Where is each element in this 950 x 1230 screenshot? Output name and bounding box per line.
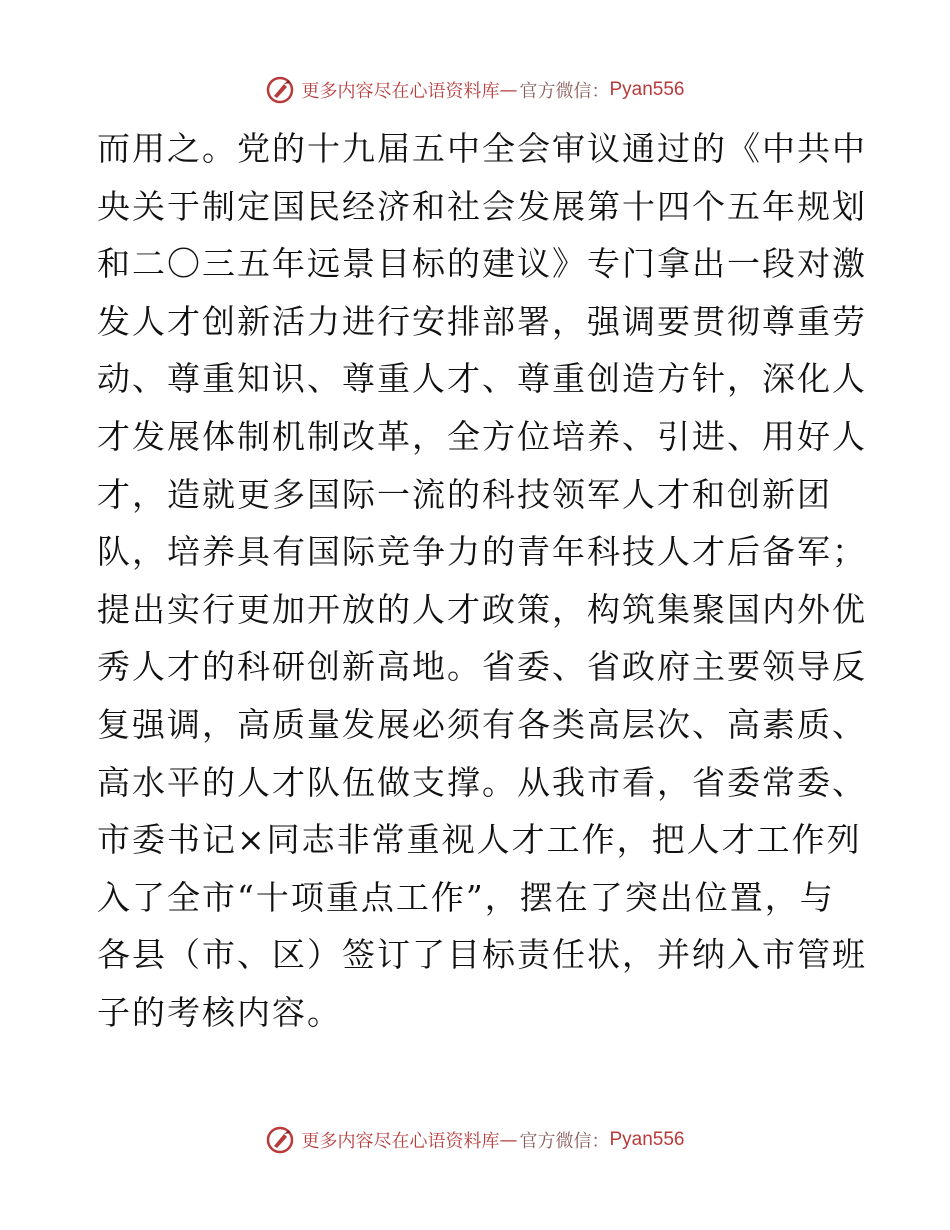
watermark-dash: — [499,79,518,101]
watermark-text: 更多内容尽在心语资料库 [301,1131,500,1152]
body-line: 而用之。党的十九届五中全会审议通过的《中共中 [97,129,867,168]
watermark-dash: — [499,1129,518,1151]
body-line: 高水平的人才队伍做支撑。从我市看，省委常委、 [97,762,867,802]
body-line: 市委书记×同志非常重视人才工作，把人才工作列 [97,820,862,860]
body-line: 队，培养具有国际竞争力的青年科技人才后备军； [97,532,867,572]
pen-circle-logo-icon [265,1125,295,1155]
body-text [97,120,867,1042]
body-line: 复强调，高质量发展必须有各类高层次、高素质、 [97,704,867,744]
body-line: 才，造就更多国际一流的科技领军人才和创新团 [97,474,832,514]
body-line: 和二〇三五年远景目标的建议》专门拿出一段对激 [97,244,867,284]
body-line: 提出实行更加开放的人才政策，构筑集聚国内外优 [97,589,867,629]
body-line: 动、尊重知识、尊重人才、尊重创造方针，深化人 [97,359,867,399]
watermark-wechat-label: 官方微信： [519,1131,610,1152]
watermark-text: 更多内容尽在心语资料库 [301,81,500,102]
body-line: 各县（市、区）签订了目标责任状，并纳入市管班 [97,935,867,975]
body-line: 子的考核内容。 [97,992,342,1032]
header-watermark [0,70,950,110]
watermark-wechat-label: 官方微信： [519,81,610,102]
watermark-wechat-id: Pyan556 [609,79,685,100]
pen-circle-logo-icon [265,75,295,105]
body-line: 才发展体制机制改革，全方位培养、引进、用好人 [97,416,867,456]
body-line: 入了全市“十项重点工作”，摆在了突出位置，与 [97,877,835,917]
watermark-wechat-id: Pyan556 [609,1129,685,1150]
body-line: 秀人才的科研创新高地。省委、省政府主要领导反 [97,647,867,687]
body-line: 央关于制定国民经济和社会发展第十四个五年规划 [97,186,867,226]
body-line: 发人才创新活力进行安排部署，强调要贯彻尊重劳 [97,301,867,341]
footer-watermark [0,1120,950,1160]
